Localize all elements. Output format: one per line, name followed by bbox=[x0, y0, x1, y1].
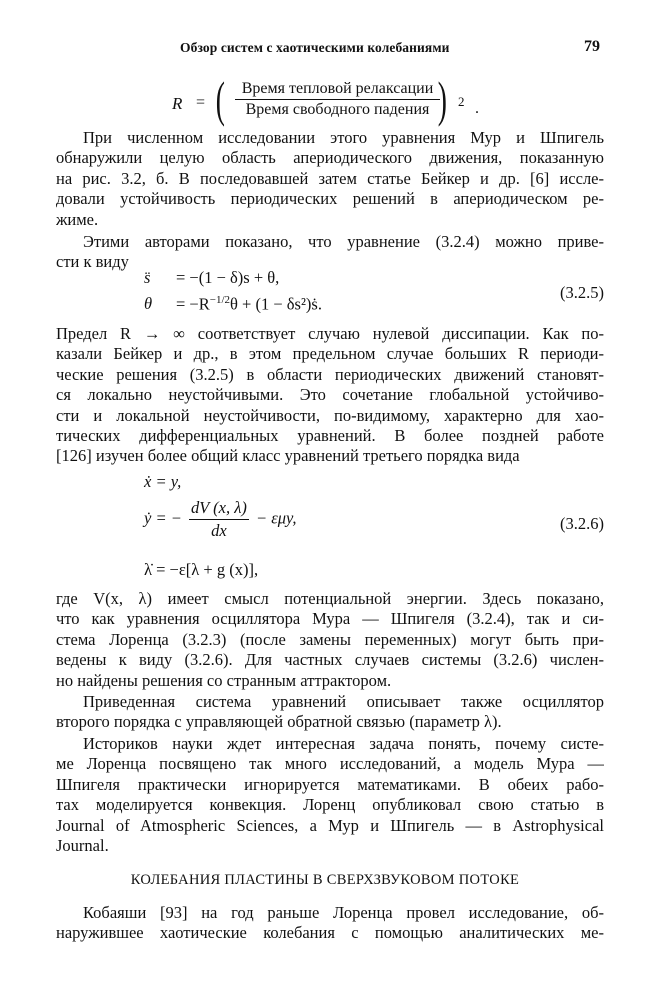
eq-lhs: ẏ = − bbox=[144, 508, 182, 528]
left-paren: ( bbox=[215, 71, 225, 127]
paragraph-4 bbox=[56, 589, 604, 691]
text-line: стема Лоренца (3.2.3) (после замены переменных) могут быть при- bbox=[56, 629, 604, 649]
header-title: Обзор систем с хаотическими колебаниями bbox=[180, 40, 450, 55]
text-line: что как уравнения осциллятора Мура — Шпигеля (3.2.4), так и си- bbox=[56, 609, 604, 629]
paragraph-5 bbox=[56, 692, 604, 733]
text-line: Предел R → ∞ соответствует случаю нулевой диссипации. Как по- bbox=[56, 324, 604, 343]
fraction-numerator: dV (x, λ) bbox=[189, 498, 249, 520]
formula-fraction bbox=[235, 80, 440, 119]
text-line: Journal. bbox=[56, 835, 109, 855]
right-paren: ) bbox=[437, 71, 447, 127]
text-line: ведены к виду (3.2.6). Для частных случаев системы (3.2.6) числен- bbox=[56, 650, 604, 670]
text-line: Этими авторами показано, что уравнение (3.2.4) можно приве- bbox=[83, 232, 604, 251]
eq-line-2 bbox=[144, 498, 297, 541]
text-line: обнаружили целую область апериодического движения, показанную bbox=[56, 148, 604, 168]
formula-period: . bbox=[475, 100, 479, 117]
page-number: 79 bbox=[584, 38, 600, 55]
text-line: тах моделируется конвекция. Лоренц опубликовал свою статью в bbox=[56, 795, 604, 815]
paragraph-2 bbox=[56, 232, 604, 273]
formula-rayleigh-ratio bbox=[172, 71, 512, 128]
eq-rhs-part bbox=[176, 294, 322, 315]
text-line: сти к виду bbox=[56, 252, 129, 272]
paragraph-1 bbox=[56, 128, 604, 230]
text-line: довали устойчивость периодических решений в апериодическом ре- bbox=[56, 189, 604, 209]
equation-number: (3.2.6) bbox=[560, 514, 604, 533]
eq-rhs-rest: θ + (1 − δs²)ṡ. bbox=[230, 294, 322, 314]
text-line: ся локально неустойчивыми. Это сочетание глобальной устойчиво- bbox=[56, 385, 604, 405]
eq-lhs: s̈ bbox=[144, 268, 151, 287]
running-header bbox=[180, 40, 600, 62]
text-line: казали Бейкер и др., в этом предельном случае больших R периоди- bbox=[56, 344, 604, 364]
text-line: наружившее хаотические колебания с помощью аналитических ме- bbox=[56, 923, 604, 943]
text-line: Кобаяши [93] на год раньше Лоренца провел исследование, об- bbox=[83, 903, 604, 922]
equation-3-2-5 bbox=[56, 268, 604, 318]
section-heading: КОЛЕБАНИЯ ПЛАСТИНЫ В СВЕРХЗВУКОВОМ ПОТОКЕ bbox=[130, 872, 520, 888]
equation-3-2-6 bbox=[56, 470, 604, 582]
text-line: сти и локальной неустойчивости, по-видимому, характерно для хао- bbox=[56, 405, 604, 425]
eq-line: ẋ = y, bbox=[144, 472, 182, 491]
eq-fraction bbox=[189, 498, 249, 541]
formula-power: 2 bbox=[458, 94, 465, 109]
paragraph-7 bbox=[56, 903, 604, 944]
text-line: тических дифференциальных уравнений. В более поздней работе bbox=[56, 425, 604, 445]
text-line: При численном исследовании этого уравнения Мур и Шпигель bbox=[83, 128, 604, 147]
eq-rhs: = −(1 − δ)s + θ, bbox=[176, 268, 280, 287]
eq-exponent: −1/2 bbox=[209, 294, 231, 306]
eq-line: λ̇ = −ε[λ + g (x)], bbox=[144, 560, 259, 579]
paragraph-3 bbox=[56, 324, 604, 467]
text-line: Journal of Atmospheric Sciences, а Мур и Шпигель — в Astrophysical bbox=[56, 815, 604, 835]
text-line: Приведенная система уравнений описывает также осциллятор bbox=[83, 692, 604, 711]
fraction-denominator: Время свободного падения bbox=[245, 101, 430, 118]
text-line: но найдены решения со странным аттрактором. bbox=[56, 670, 392, 690]
formula-equals: = bbox=[196, 94, 206, 111]
text-line: второго порядка с управляющей обратной связью (параметр λ). bbox=[56, 712, 502, 732]
equation-number: (3.2.5) bbox=[560, 283, 604, 302]
text-line: ческие решения (3.2.5) в области периодических движений становят- bbox=[56, 364, 604, 384]
eq-lhs: θ bbox=[144, 294, 153, 313]
eq-rhs-minus-r: = −R bbox=[176, 294, 210, 314]
text-line: на рис. 3.2, б. В последовавшей затем статье Бейкер и др. [6] иссле- bbox=[56, 168, 604, 188]
text-line: Шпигеля практически игнорируется математиками. В обеих рабо- bbox=[56, 774, 604, 794]
fraction-numerator: Время тепловой релаксации bbox=[235, 80, 440, 100]
eq-rhs: − εμy, bbox=[255, 508, 297, 528]
text-line: ме Лоренца посвящено так много исследований, а модель Мура — bbox=[56, 754, 604, 774]
fraction-denominator: dx bbox=[211, 521, 227, 540]
paragraph-6 bbox=[56, 734, 604, 856]
text-line: где V(x, λ) имеет смысл потенциальной энергии. Здесь показано, bbox=[56, 589, 604, 608]
formula-lhs: R bbox=[172, 94, 183, 113]
text-line: жиме. bbox=[56, 209, 99, 229]
text-line: Историков науки ждет интересная задача понять, почему систе- bbox=[83, 734, 604, 753]
text-line: [126] изучен более общий класс уравнений третьего порядка вида bbox=[56, 446, 520, 466]
